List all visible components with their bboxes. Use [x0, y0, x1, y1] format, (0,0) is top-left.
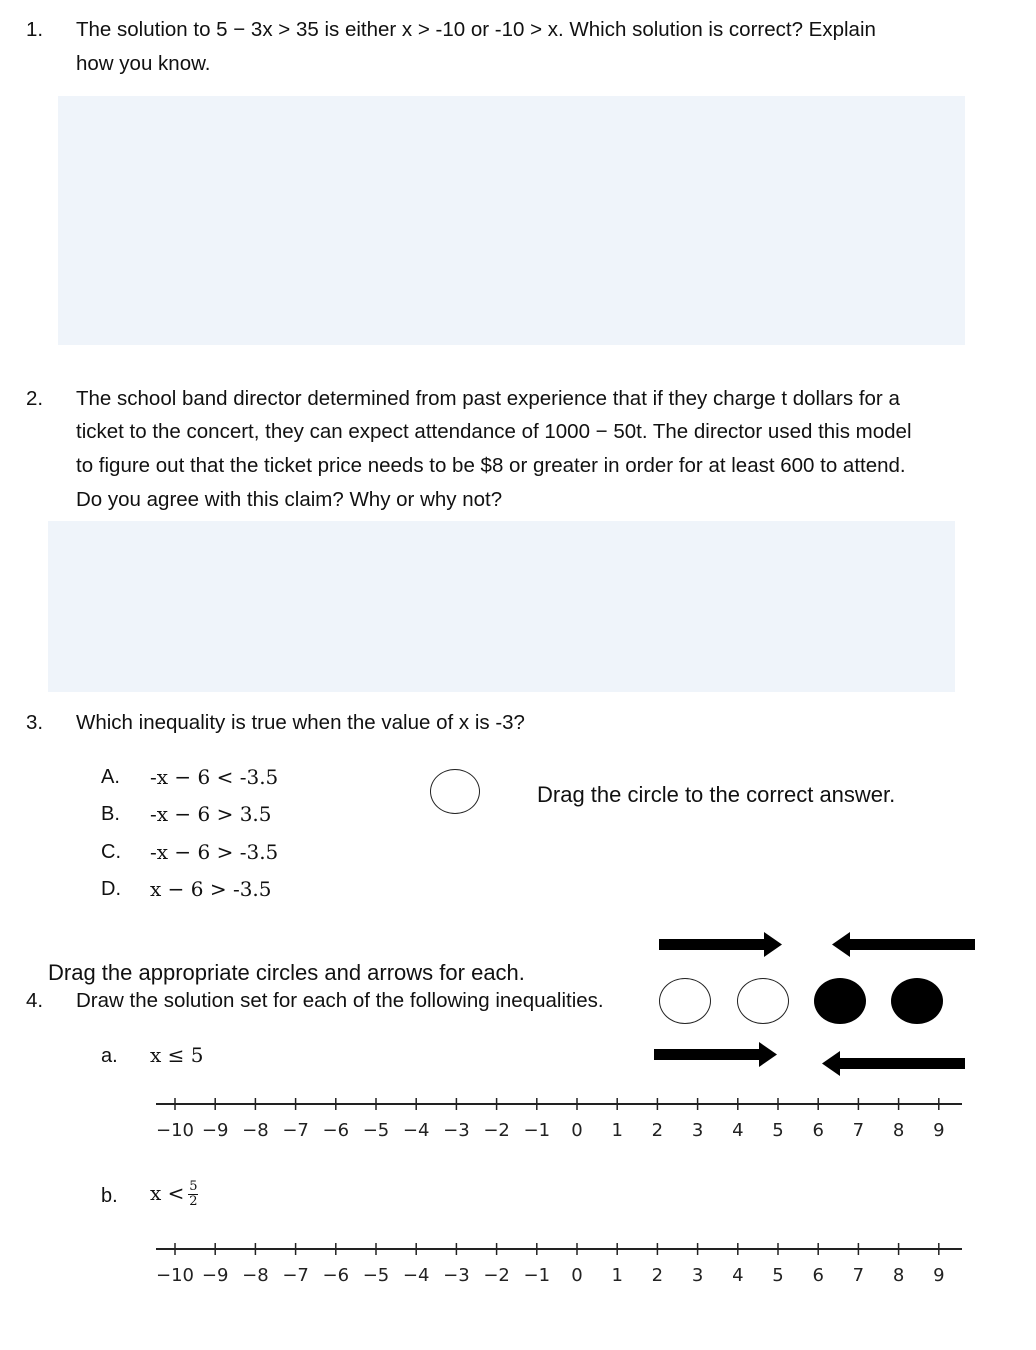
number-line-a-label: −9: [201, 1120, 229, 1141]
q2-line-4: Do you agree with this claim? Why or why not?: [76, 488, 503, 511]
q4-part-a-letter: a.: [101, 1045, 118, 1067]
number-line-a-label: 0: [571, 1120, 583, 1141]
number-line-a-label: −3: [443, 1120, 470, 1141]
q1-line-2: how you know.: [76, 52, 211, 75]
q3-option-b-expr: -x − 6 > 3.5: [150, 802, 272, 826]
number-line-b-label: 6: [812, 1265, 824, 1286]
number-line-b-label: −5: [362, 1265, 390, 1286]
q3-option-c-letter: C.: [101, 841, 121, 863]
number-line-a-label: 3: [691, 1120, 704, 1141]
number-line-b-label: −9: [201, 1265, 229, 1286]
number-line-a-label: 9: [933, 1120, 945, 1141]
q2-answer-box[interactable]: [48, 521, 955, 692]
number-line-b-label: 1: [611, 1265, 623, 1286]
number-line-a-label: −4: [402, 1120, 430, 1141]
number-line-a-label: −2: [483, 1120, 510, 1141]
number-line-b-label: −6: [322, 1265, 350, 1286]
q4-part-b-letter: b.: [101, 1185, 118, 1207]
q4-part-a-expr: x ≤ 5: [150, 1043, 204, 1067]
number-line-b-label: −7: [282, 1265, 309, 1286]
q3-option-d-expr: x − 6 > -3.5: [150, 877, 272, 901]
q1-line-1: The solution to 5 − 3x > 35 is either x > -10 or -10 > x. Which solution is correct? Explain: [76, 18, 876, 41]
left-arrow-draggable-2[interactable]: [818, 1047, 968, 1081]
q2-line-1: The school band director determined from past experience that if they charge t dollars for a: [76, 387, 900, 410]
right-arrow-draggable-2[interactable]: [651, 1038, 781, 1072]
q2-line-2: ticket to the concert, they can expect attendance of 1000 − 50t. The director used this model: [76, 420, 912, 443]
number-line-a-label: 5: [772, 1120, 784, 1141]
q1-number: 1.: [26, 18, 44, 41]
number-line-b-label: 4: [732, 1265, 744, 1286]
number-line-b-label: −10: [156, 1265, 194, 1286]
number-line-a-label: 7: [852, 1120, 865, 1141]
filled-circle-draggable-1[interactable]: [814, 978, 866, 1024]
number-line-b[interactable]: [150, 1237, 970, 1293]
q3-prompt: Which inequality is true when the value of x is -3?: [76, 711, 525, 734]
q3-option-a-expr: -x − 6 < -3.5: [150, 765, 279, 789]
number-line-a-label: 8: [892, 1120, 905, 1141]
q4-prompt: Draw the solution set for each of the following inequalities.: [76, 989, 604, 1012]
number-line-b-label: 3: [691, 1265, 704, 1286]
number-line-b-label: −2: [483, 1265, 510, 1286]
q3-draggable-circle[interactable]: [430, 769, 480, 814]
number-line-a-label: 6: [812, 1120, 824, 1141]
open-circle-draggable-1[interactable]: [659, 978, 711, 1024]
q3-option-d-letter: D.: [101, 878, 121, 900]
number-line-b-label: 5: [772, 1265, 784, 1286]
left-arrow-draggable-1[interactable]: [828, 928, 978, 962]
number-line-a[interactable]: [150, 1092, 970, 1148]
q4-part-b-fraction-numerator: 5: [189, 1179, 198, 1194]
number-line-b-label: −3: [443, 1265, 470, 1286]
filled-circle-draggable-2[interactable]: [891, 978, 943, 1024]
open-circle-draggable-2[interactable]: [737, 978, 789, 1024]
q4-drag-instruction: Drag the appropriate circles and arrows for each.: [48, 960, 525, 985]
q3-drag-instruction: Drag the circle to the correct answer.: [537, 782, 896, 807]
number-line-a-label: −6: [322, 1120, 350, 1141]
q4-part-b-fraction-denominator: 2: [189, 1194, 198, 1209]
q4-part-b-expr: [150, 1180, 198, 1209]
number-line-b-label: 8: [892, 1265, 905, 1286]
number-line-a-label: −10: [156, 1120, 194, 1141]
number-line-b-label: 0: [571, 1265, 583, 1286]
number-line-b-label: 9: [933, 1265, 945, 1286]
number-line-a-label: 4: [732, 1120, 744, 1141]
number-line-a-label: −8: [242, 1120, 269, 1141]
number-line-b-label: 2: [651, 1265, 664, 1286]
q3-number: 3.: [26, 711, 44, 734]
number-line-a-label: 1: [611, 1120, 623, 1141]
q1-answer-box[interactable]: [58, 96, 965, 345]
number-line-a-label: −7: [282, 1120, 309, 1141]
q3-option-b-letter: B.: [101, 803, 120, 825]
q3-option-a-letter: A.: [101, 766, 120, 788]
number-line-b-label: 7: [852, 1265, 865, 1286]
q2-number: 2.: [26, 387, 44, 410]
q3-option-c-expr: -x − 6 > -3.5: [150, 840, 279, 864]
number-line-a-label: −5: [362, 1120, 390, 1141]
number-line-b-label: −8: [242, 1265, 269, 1286]
right-arrow-draggable-1[interactable]: [656, 928, 786, 962]
q2-line-3: to figure out that the ticket price needs to be $8 or greater in order for at least 600 to attend.: [76, 454, 906, 477]
number-line-a-label: −1: [523, 1120, 551, 1141]
number-line-a-label: 2: [651, 1120, 664, 1141]
number-line-b-label: −4: [402, 1265, 430, 1286]
q4-part-b-expr-text: x <: [150, 1181, 185, 1205]
q4-part-b-fraction: [188, 1180, 198, 1209]
q4-number: 4.: [26, 989, 44, 1012]
number-line-b-label: −1: [523, 1265, 551, 1286]
